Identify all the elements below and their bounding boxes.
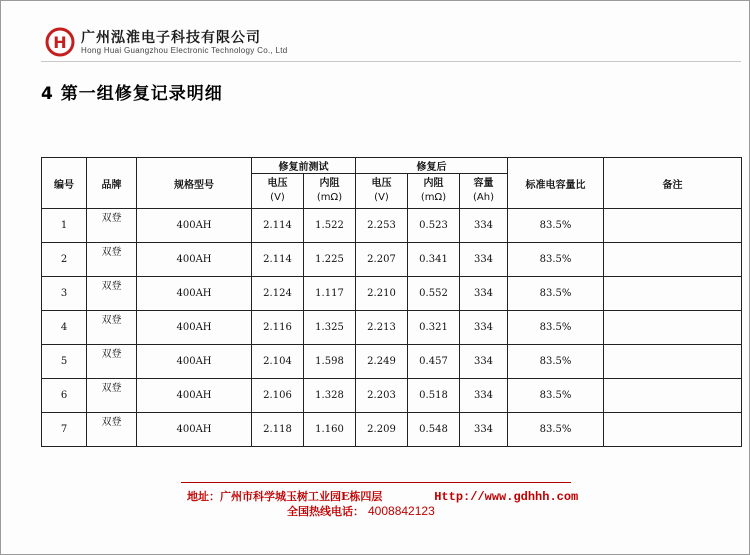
section-title: 4 第一组修复记录明细 xyxy=(41,84,223,104)
cell-remark xyxy=(604,209,742,243)
cell-pre-voltage: 2.116 xyxy=(252,311,304,345)
header-pre-voltage: 电压 (V) xyxy=(252,174,304,209)
cell-post-voltage: 2.209 xyxy=(356,413,408,447)
cell-pre-voltage: 2.104 xyxy=(252,345,304,379)
cell-brand: 双登 xyxy=(87,311,137,345)
cell-capacity: 334 xyxy=(460,379,508,413)
header-post-resistance: 内阻 (mΩ) xyxy=(408,174,460,209)
cell-model: 400AH xyxy=(137,413,252,447)
cell-no: 1 xyxy=(42,209,87,243)
table-row xyxy=(42,277,742,311)
cell-pre-voltage: 2.114 xyxy=(252,209,304,243)
cell-no: 7 xyxy=(42,413,87,447)
cell-post-resistance: 0.321 xyxy=(408,311,460,345)
cell-post-voltage: 2.203 xyxy=(356,379,408,413)
cell-post-resistance: 0.341 xyxy=(408,243,460,277)
table-row xyxy=(42,209,742,243)
cell-post-resistance: 0.548 xyxy=(408,413,460,447)
cell-pre-resistance: 1.325 xyxy=(304,311,356,345)
header-no: 编号 xyxy=(42,158,87,209)
cell-no: 6 xyxy=(42,379,87,413)
footer-address: 地址：广州市科学城玉树工业园E栋四层 xyxy=(187,490,383,503)
cell-brand: 双登 xyxy=(87,413,137,447)
table-row xyxy=(42,243,742,277)
company-logo-icon xyxy=(45,27,75,57)
cell-pre-resistance: 1.117 xyxy=(304,277,356,311)
cell-capacity: 334 xyxy=(460,413,508,447)
header-remarks: 备注 xyxy=(604,158,742,209)
cell-post-voltage: 2.207 xyxy=(356,243,408,277)
cell-brand: 双登 xyxy=(87,277,137,311)
cell-post-voltage: 2.213 xyxy=(356,311,408,345)
cell-model: 400AH xyxy=(137,311,252,345)
cell-brand: 双登 xyxy=(87,209,137,243)
cell-no: 3 xyxy=(42,277,87,311)
header-model: 规格型号 xyxy=(137,158,252,209)
footer-hotline-label: 全国热线电话： xyxy=(287,505,364,518)
cell-post-voltage: 2.210 xyxy=(356,277,408,311)
footer-hotline-line xyxy=(287,503,435,519)
cell-ratio: 83.5% xyxy=(508,243,604,277)
header-divider xyxy=(41,61,741,62)
footer-divider xyxy=(181,482,571,483)
cell-remark xyxy=(604,243,742,277)
header-pre-test: 修复前测试 xyxy=(252,158,356,174)
cell-brand: 双登 xyxy=(87,345,137,379)
cell-model: 400AH xyxy=(137,379,252,413)
cell-remark xyxy=(604,277,742,311)
cell-no: 2 xyxy=(42,243,87,277)
cell-post-voltage: 2.249 xyxy=(356,345,408,379)
cell-model: 400AH xyxy=(137,345,252,379)
footer-hotline-number: 4008842123 xyxy=(368,504,435,518)
cell-no: 5 xyxy=(42,345,87,379)
cell-remark xyxy=(604,413,742,447)
cell-ratio: 83.5% xyxy=(508,311,604,345)
table-row xyxy=(42,345,742,379)
cell-pre-resistance: 1.328 xyxy=(304,379,356,413)
cell-remark xyxy=(604,345,742,379)
header-capacity: 容量 (Ah) xyxy=(460,174,508,209)
table-row xyxy=(42,311,742,345)
cell-ratio: 83.5% xyxy=(508,209,604,243)
cell-post-resistance: 0.457 xyxy=(408,345,460,379)
header-ratio: 标准电容量比 xyxy=(508,158,604,209)
cell-no: 4 xyxy=(42,311,87,345)
logo-letter: H xyxy=(53,33,67,52)
cell-pre-voltage: 2.118 xyxy=(252,413,304,447)
cell-model: 400AH xyxy=(137,209,252,243)
cell-ratio: 83.5% xyxy=(508,413,604,447)
repair-record-table xyxy=(41,157,742,447)
cell-ratio: 83.5% xyxy=(508,277,604,311)
cell-post-resistance: 0.523 xyxy=(408,209,460,243)
header-pre-resistance: 内阻 (mΩ) xyxy=(304,174,356,209)
cell-ratio: 83.5% xyxy=(508,379,604,413)
company-name-en: Hong Huai Guangzhou Electronic Technology Co., Ltd xyxy=(81,46,288,55)
cell-model: 400AH xyxy=(137,277,252,311)
header-post-voltage: 电压 (V) xyxy=(356,174,408,209)
cell-brand: 双登 xyxy=(87,379,137,413)
header-post-repair: 修复后 xyxy=(356,158,508,174)
cell-model: 400AH xyxy=(137,243,252,277)
footer-address-line xyxy=(187,488,578,504)
cell-post-resistance: 0.518 xyxy=(408,379,460,413)
company-name-cn: 广州泓淮电子科技有限公司 xyxy=(81,30,261,46)
cell-post-voltage: 2.253 xyxy=(356,209,408,243)
cell-brand: 双登 xyxy=(87,243,137,277)
cell-pre-resistance: 1.598 xyxy=(304,345,356,379)
cell-pre-voltage: 2.106 xyxy=(252,379,304,413)
cell-capacity: 334 xyxy=(460,311,508,345)
header-brand: 品牌 xyxy=(87,158,137,209)
cell-pre-resistance: 1.522 xyxy=(304,209,356,243)
cell-capacity: 334 xyxy=(460,345,508,379)
cell-pre-voltage: 2.114 xyxy=(252,243,304,277)
cell-pre-resistance: 1.160 xyxy=(304,413,356,447)
cell-capacity: 334 xyxy=(460,209,508,243)
cell-pre-resistance: 1.225 xyxy=(304,243,356,277)
table-row xyxy=(42,413,742,447)
table-row xyxy=(42,379,742,413)
cell-ratio: 83.5% xyxy=(508,345,604,379)
footer-website-link[interactable]: Http://www.gdhhh.com xyxy=(434,490,579,504)
cell-post-resistance: 0.552 xyxy=(408,277,460,311)
cell-capacity: 334 xyxy=(460,243,508,277)
cell-remark xyxy=(604,311,742,345)
cell-pre-voltage: 2.124 xyxy=(252,277,304,311)
cell-remark xyxy=(604,379,742,413)
cell-capacity: 334 xyxy=(460,277,508,311)
